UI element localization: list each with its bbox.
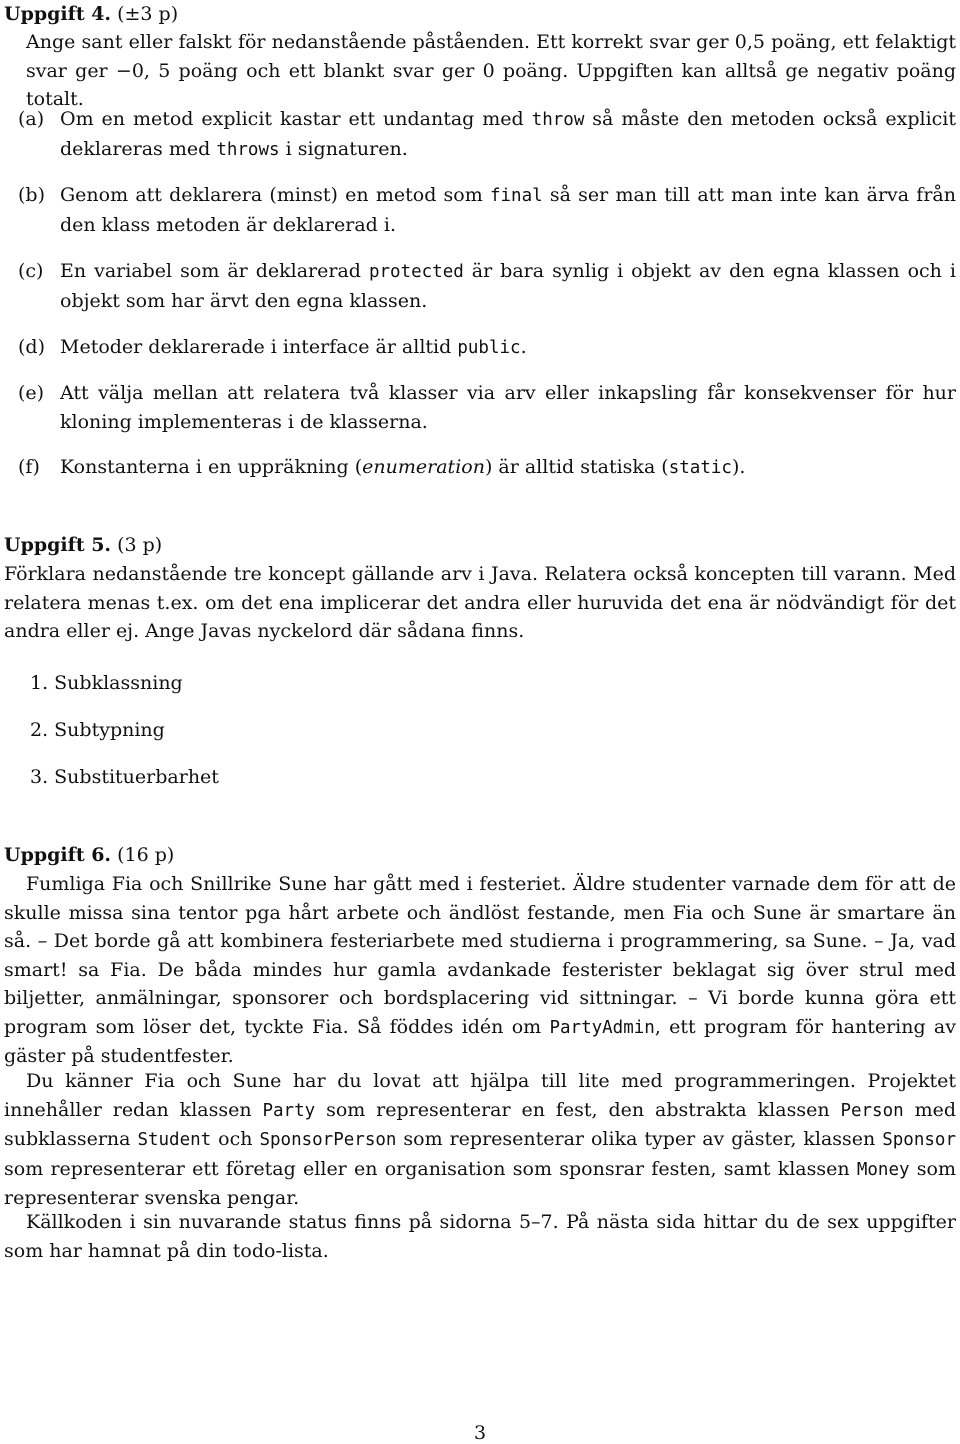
concept-list-item: 1. Subklassning: [30, 672, 183, 694]
task6-paragraph-3: Källkoden i sin nuvarande status finns på sidorna 5–7. På nästa sida hittar du de sex uppgifter som har hamnat på din todo-lista.: [4, 1211, 956, 1262]
item-text: Genom att deklarera (minst) en metod som final så ser man till att man inte kan ärva från den klass metoden är deklarerad i.: [60, 184, 956, 236]
task6-points: (16 p): [117, 844, 175, 866]
task6-header: [4, 841, 956, 870]
item-text: Om en metod explicit kastar ett undantag med throw så måste den metoden också explicit deklareras med throws i signaturen.: [60, 108, 957, 160]
item-label: (d): [18, 336, 45, 358]
task5-header: [4, 531, 956, 560]
item-text: Metoder deklarerade i interface är alltid public.: [60, 336, 527, 358]
concept-list-item: 2. Subtypning: [30, 719, 165, 741]
task4-intro: Ange sant eller falskt för nedanstående påståenden. Ett korrekt svar ger 0,5 poäng, ett felaktigt svar ger −0, 5 poäng och ett blankt svar ger 0 poäng. Uppgiften kan alltså ge negativ poäng totalt.: [26, 31, 956, 110]
item-label: (c): [18, 260, 44, 282]
task6-paragraph-1: Fumliga Fia och Snillrike Sune har gått med i festeriet. Äldre studenter varnade dem för att de skulle missa sina tentor pga hårt arbete och ändlöst festande, men Fia och Sune är smartare än så. – Det borde gå att kombinera festeriarbete med studierna i programmering, sa Sune. – Ja, vad smart! sa Fia. De båda mindes hur gamla avdankade festerister beklagat sig över strul med biljetter, anmälningar, sponsorer och bordsplacering vid sittningar. – Vi borde kunna göra ett program som löser det, tyckte Fia. Så föddes idén om PartyAdmin, ett program för hantering av gäster på studentfester.: [4, 873, 956, 1067]
item-label: (e): [18, 382, 45, 404]
task4-title: Uppgift 4.: [4, 3, 112, 25]
item-text: En variabel som är deklarerad protected är bara synlig i objekt av den egna klassen och i objekt som har ärvt den egna klassen.: [60, 260, 956, 312]
task6-paragraph-2: Du känner Fia och Sune har du lovat att hjälpa till lite med programmeringen. Projektet innehåller redan klassen Party som representerar en fest, den abstrakta klassen Person med subklasserna Student och SponsorPerson som representerar olika typer av gäster, klassen Sponsor som representerar ett företag eller en organisation som sponsrar festen, samt klassen Money som representerar svenska pengar.: [4, 1070, 956, 1209]
task5-points: (3 p): [117, 534, 163, 556]
task6-title: Uppgift 6.: [4, 844, 112, 866]
page-number: 3: [473, 1422, 487, 1444]
item-label: (f): [18, 456, 40, 478]
task4-points: (±3 p): [117, 3, 179, 25]
item-label: (a): [18, 108, 45, 130]
task5-title: Uppgift 5.: [4, 534, 112, 556]
item-text: Att välja mellan att relatera två klasser via arv eller inkapsling får konsekvenser för hur kloning implementeras i de klasserna.: [60, 382, 956, 433]
item-label: (b): [18, 184, 45, 206]
task5-intro: Förklara nedanstående tre koncept gällande arv i Java. Relatera också koncepten till varann. Med relatera menas t.ex. om det ena implicerar det andra eller huruvida det ena är nödvändigt för det andra eller ej. Ange Javas nyckelord där sådana finns.: [4, 563, 956, 642]
task4-header: [4, 0, 956, 29]
item-text: Konstanterna i en uppräkning (enumeration) är alltid statiska (static).: [60, 456, 746, 478]
concept-list-item: 3. Substituerbarhet: [30, 766, 219, 788]
